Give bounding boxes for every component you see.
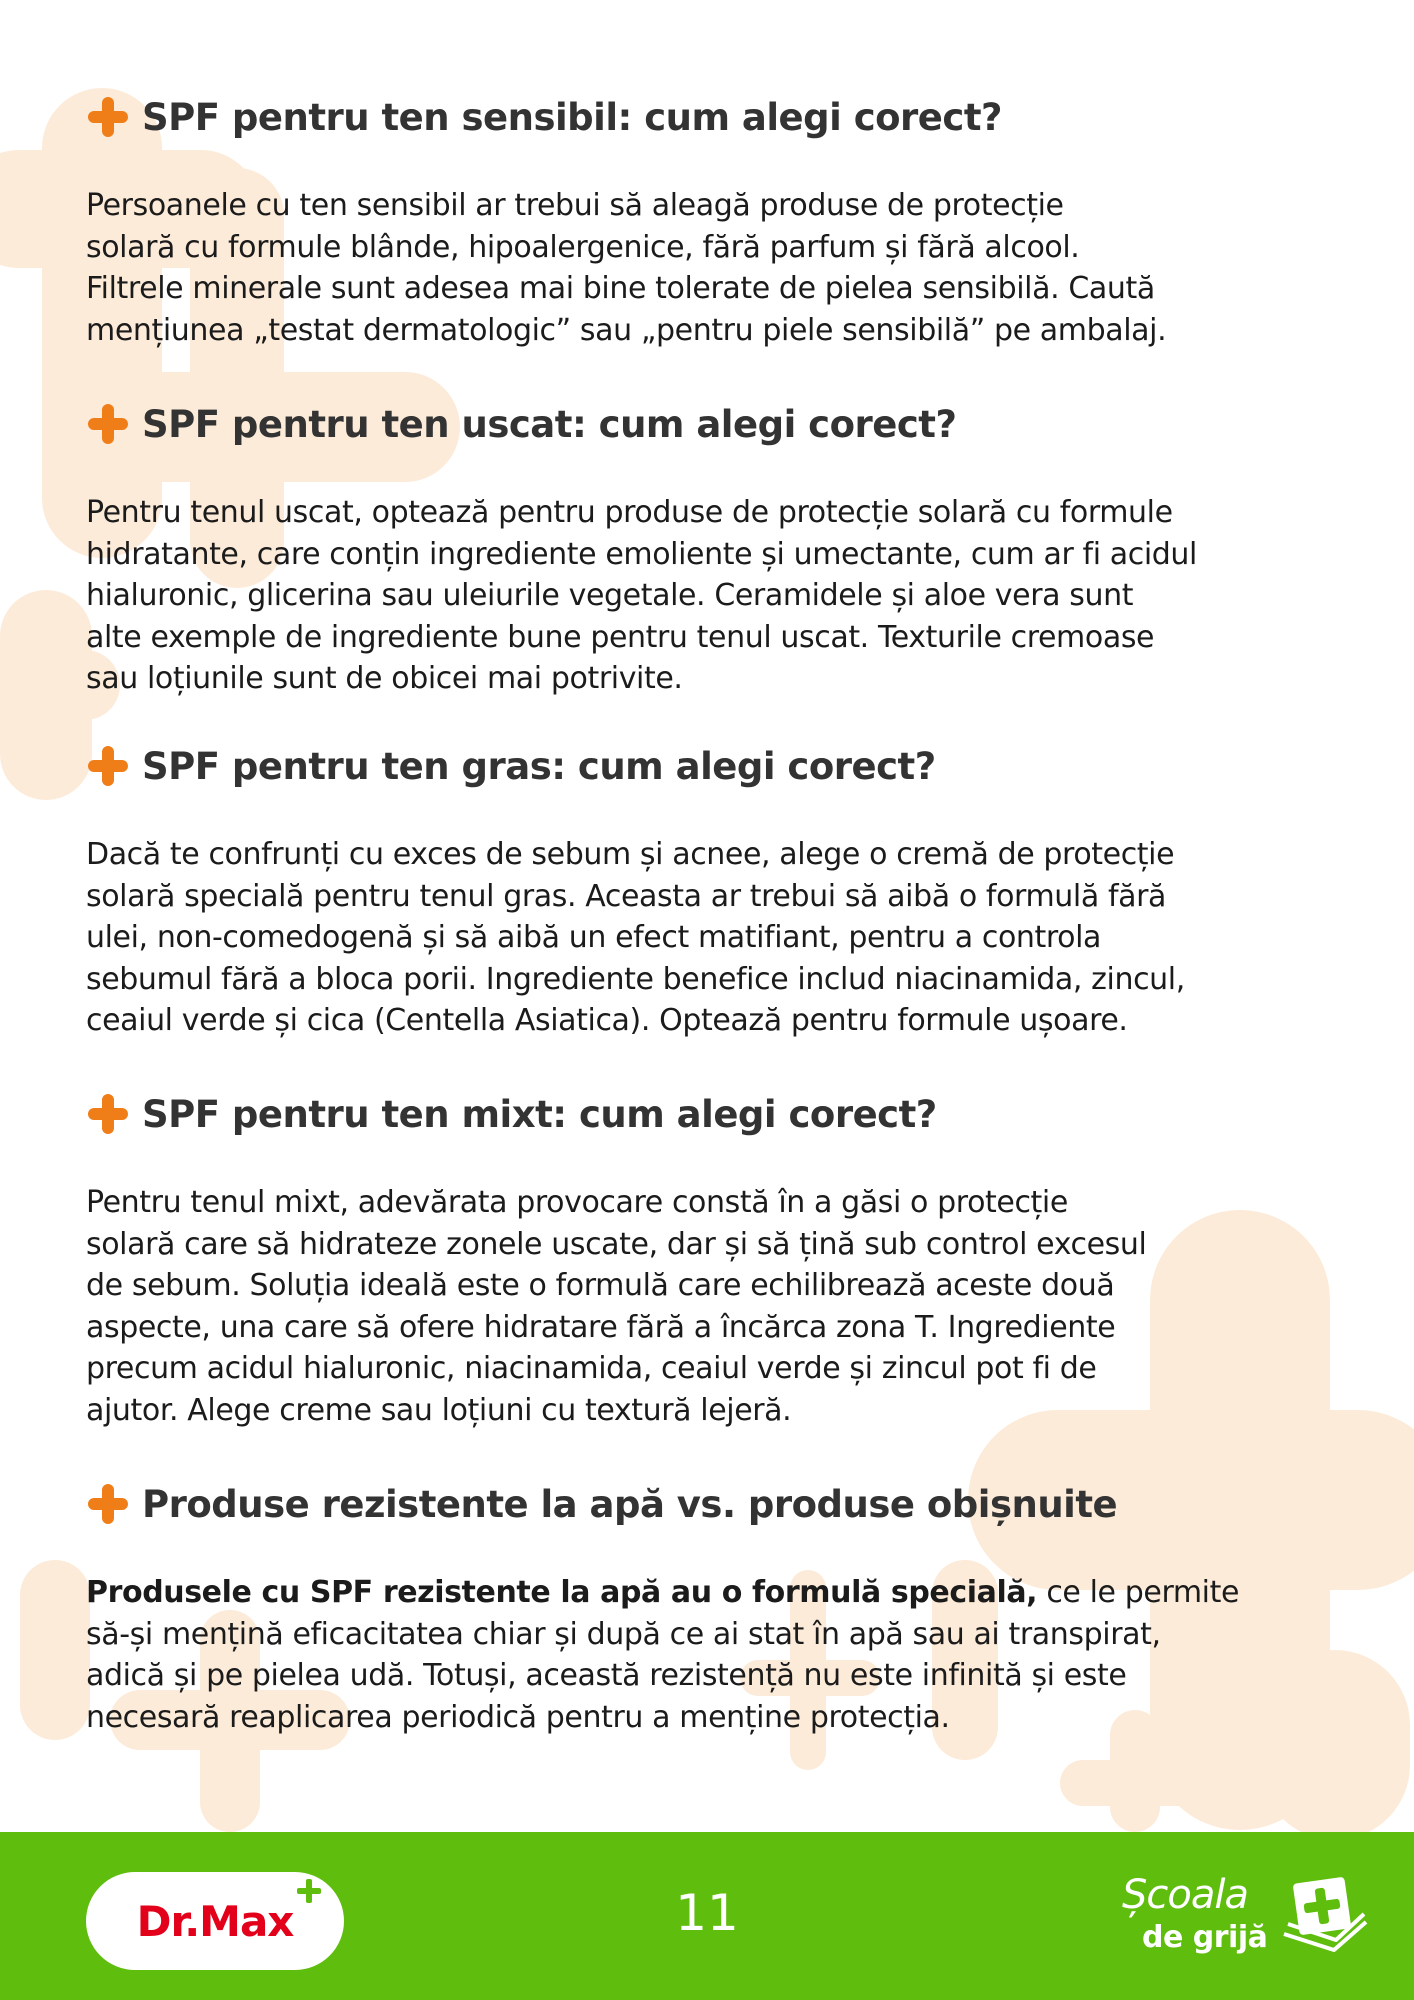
page-number: 11 [675, 1884, 739, 1942]
section-paragraph [86, 834, 1336, 1042]
section-heading-text: SPF pentru ten mixt: cum alegi corect? [142, 1092, 937, 1136]
paragraph-line: solară specială pentru tenul gras. Aceasta ar trebui să aibă o formulă fără [86, 878, 1167, 914]
paragraph-line: hidratante, care conțin ingrediente emoliente și umectante, cum ar fi acidul [86, 536, 1197, 572]
section-paragraph [86, 185, 1336, 351]
plus-icon [86, 95, 130, 139]
green-plus-icon [296, 1878, 322, 1904]
plus-icon [86, 744, 130, 788]
section-oily-skin [86, 738, 1336, 1042]
paragraph-line: sebumul fără a bloca porii. Ingrediente benefice includ niacinamida, zincul, [86, 961, 1185, 997]
plus-icon [86, 1092, 130, 1136]
lead-rest-text: ce le permite [1037, 1575, 1240, 1610]
paragraph-line: solară care să hidrateze zonele uscate, dar și să țină sub control excesul [86, 1226, 1147, 1262]
section-dry-skin [86, 396, 1336, 700]
plus-icon [86, 402, 130, 446]
paragraph-line: sau loțiunile sunt de obicei mai potrivite. [86, 661, 683, 696]
plus-icon [86, 1482, 130, 1526]
paragraph-line: ceaiul verde și cica (Centella Asiatica). Optează pentru formule ușoare. [86, 1003, 1128, 1038]
section-heading [86, 89, 1336, 145]
section-heading [86, 1086, 1336, 1142]
section-heading [86, 738, 1336, 794]
scoala-de-grija-logo [1118, 1870, 1374, 1970]
bold-lead-text: Produsele cu SPF rezistente la apă au o formulă specială, [86, 1575, 1038, 1610]
paragraph-line: Pentru tenul mixt, adevărata provocare constă în a găsi o protecție [86, 1185, 1068, 1220]
paragraph-line: solară cu formule blânde, hipoalergenice, fără parfum și fără alcool. [86, 229, 1080, 265]
paragraph-line: Persoanele cu ten sensibil ar trebui să aleagă produse de protecție [86, 188, 1064, 223]
section-water-resistant [86, 1476, 1336, 1738]
paragraph-line: mențiunea „testat dermatologic” sau „pentru piele sensibilă” pe ambalaj. [86, 312, 1167, 348]
paragraph-line: alte exemple de ingrediente bune pentru tenul uscat. Texturile cremoase [86, 619, 1155, 655]
school-logo-word1: Școala [1122, 1872, 1248, 1918]
section-sensitive-skin [86, 89, 1336, 351]
school-logo-word2: de grijă [1142, 1920, 1268, 1955]
paragraph-line: ajutor. Alege creme sau loțiuni cu textură lejeră. [86, 1392, 792, 1428]
footer [0, 1832, 1414, 2000]
paragraph-line: Dacă te confrunți cu exces de sebum și acnee, alege o cremă de protecție [86, 837, 1175, 872]
section-heading [86, 1476, 1336, 1532]
paragraph-line [86, 1572, 1336, 1614]
paragraph-line: de sebum. Soluția ideală este o formulă care echilibrează aceste două [86, 1268, 1115, 1303]
book-plus-icon [1274, 1874, 1372, 1954]
paragraph-line: adică și pe pielea udă. Totuși, această rezistență nu este infinită și este [86, 1658, 1127, 1693]
section-heading-text: Produse rezistente la apă vs. produse obișnuite [142, 1482, 1118, 1526]
drmax-logo-text: Dr.Max [136, 1896, 294, 1946]
section-heading [86, 396, 1336, 452]
section-heading-text: SPF pentru ten gras: cum alegi corect? [142, 744, 936, 788]
paragraph-line: hialuronic, glicerina sau uleiurile vegetale. Ceramidele și aloe vera sunt [86, 578, 1134, 613]
paragraph-line: necesară reaplicarea periodică pentru a menține protecția. [86, 1699, 950, 1735]
drmax-logo [86, 1872, 344, 1970]
section-heading-text: SPF pentru ten uscat: cum alegi corect? [142, 402, 957, 446]
paragraph-line: să-și mențină eficacitatea chiar și după ce ai stat în apă sau ai transpirat, [86, 1616, 1161, 1652]
section-combination-skin [86, 1086, 1336, 1431]
paragraph-line: ulei, non-comedogenă și să aibă un efect matifiant, pentru a controla [86, 920, 1102, 955]
paragraph-line: Filtrele minerale sunt adesea mai bine tolerate de pielea sensibilă. Caută [86, 271, 1155, 306]
paragraph-line: aspecte, una care să ofere hidratare fără a încărca zona T. Ingrediente [86, 1309, 1116, 1345]
section-paragraph [86, 1182, 1336, 1431]
paragraph-line: Pentru tenul uscat, optează pentru produse de protecție solară cu formule [86, 495, 1173, 530]
paragraph-line: precum acidul hialuronic, niacinamida, ceaiul verde și zincul pot fi de [86, 1351, 1097, 1386]
section-heading-text: SPF pentru ten sensibil: cum alegi corect? [142, 95, 1002, 139]
section-paragraph [86, 492, 1336, 700]
section-paragraph [86, 1572, 1336, 1738]
